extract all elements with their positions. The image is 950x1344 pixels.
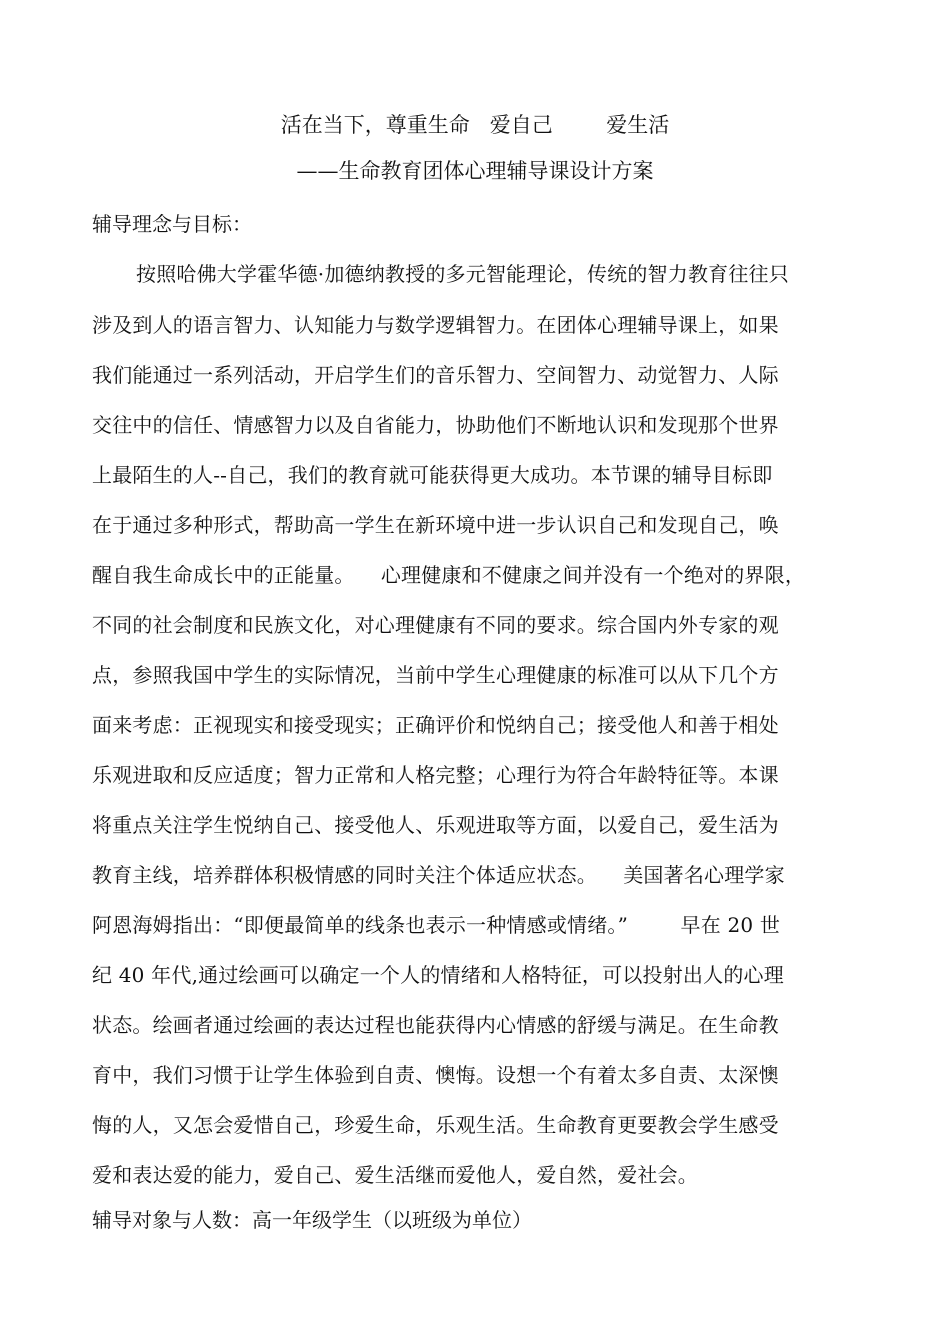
section-heading-target: 辅导对象与人数：高一年级学生（以班级为单位） [92, 1208, 532, 1232]
paragraph-line: 教育主线，培养群体积极情感的同时关注个体适应状态。 美国著名心理学家 [92, 863, 785, 887]
paragraph-line: 纪 40 年代,通过绘画可以确定一个人的情绪和人格特征，可以投射出人的心理 [92, 963, 784, 987]
paragraph-line: 按照哈佛大学霍华德·加德纳教授的多元智能理论，传统的智力教育往往只 [136, 262, 789, 286]
paragraph-line: 乐观进取和反应适度；智力正常和人格完整；心理行为符合年龄特征等。本课 [92, 763, 779, 787]
paragraph-line: 交往中的信任、情感智力以及自省能力，协助他们不断地认识和发现那个世界 [92, 413, 779, 437]
paragraph-line: 上最陌生的人--自己，我们的教育就可能获得更大成功。本节课的辅导目标即 [92, 463, 773, 487]
paragraph-line: 阿恩海姆指出：“即便最简单的线条也表示一种情感或情绪。” 早在 20 世 [92, 913, 781, 937]
paragraph-line: 我们能通过一系列活动，开启学生们的音乐智力、空间智力、动觉智力、人际 [92, 363, 779, 387]
section-heading-philosophy: 辅导理念与目标： [92, 212, 252, 236]
paragraph-line: 将重点关注学生悦纳自己、接受他人、乐观进取等方面，以爱自己，爱生活为 [92, 813, 779, 837]
paragraph-line: 爱和表达爱的能力，爱自己、爱生活继而爱他人，爱自然，爱社会。 [92, 1163, 698, 1187]
document-title: 活在当下，尊重生命 爱自己 爱生活 [280, 113, 670, 137]
document-subtitle: ——生命教育团体心理辅导课设计方案 [296, 159, 654, 183]
paragraph-line: 醒自我生命成长中的正能量。 心理健康和不健康之间并没有一个绝对的界限， [92, 563, 806, 587]
paragraph-line: 点，参照我国中学生的实际情况，当前中学生心理健康的标准可以从下几个方 [92, 663, 779, 687]
paragraph-line: 状态。绘画者通过绘画的表达过程也能获得内心情感的舒缓与满足。在生命教 [92, 1013, 779, 1037]
paragraph-line: 不同的社会制度和民族文化，对心理健康有不同的要求。综合国内外专家的观 [92, 613, 779, 637]
paragraph-line: 育中，我们习惯于让学生体验到自责、懊悔。设想一个有着太多自责、太深懊 [92, 1063, 779, 1087]
paragraph-line: 涉及到人的语言智力、认知能力与数学逻辑智力。在团体心理辅导课上，如果 [92, 313, 779, 337]
paragraph-line: 在于通过多种形式，帮助高一学生在新环境中进一步认识自己和发现自己，唤 [92, 513, 779, 537]
paragraph-line: 面来考虑：正视现实和接受现实；正确评价和悦纳自己；接受他人和善于相处 [92, 713, 779, 737]
paragraph-line: 悔的人，又怎会爱惜自己，珍爱生命，乐观生活。生命教育更要教会学生感受 [92, 1113, 779, 1137]
